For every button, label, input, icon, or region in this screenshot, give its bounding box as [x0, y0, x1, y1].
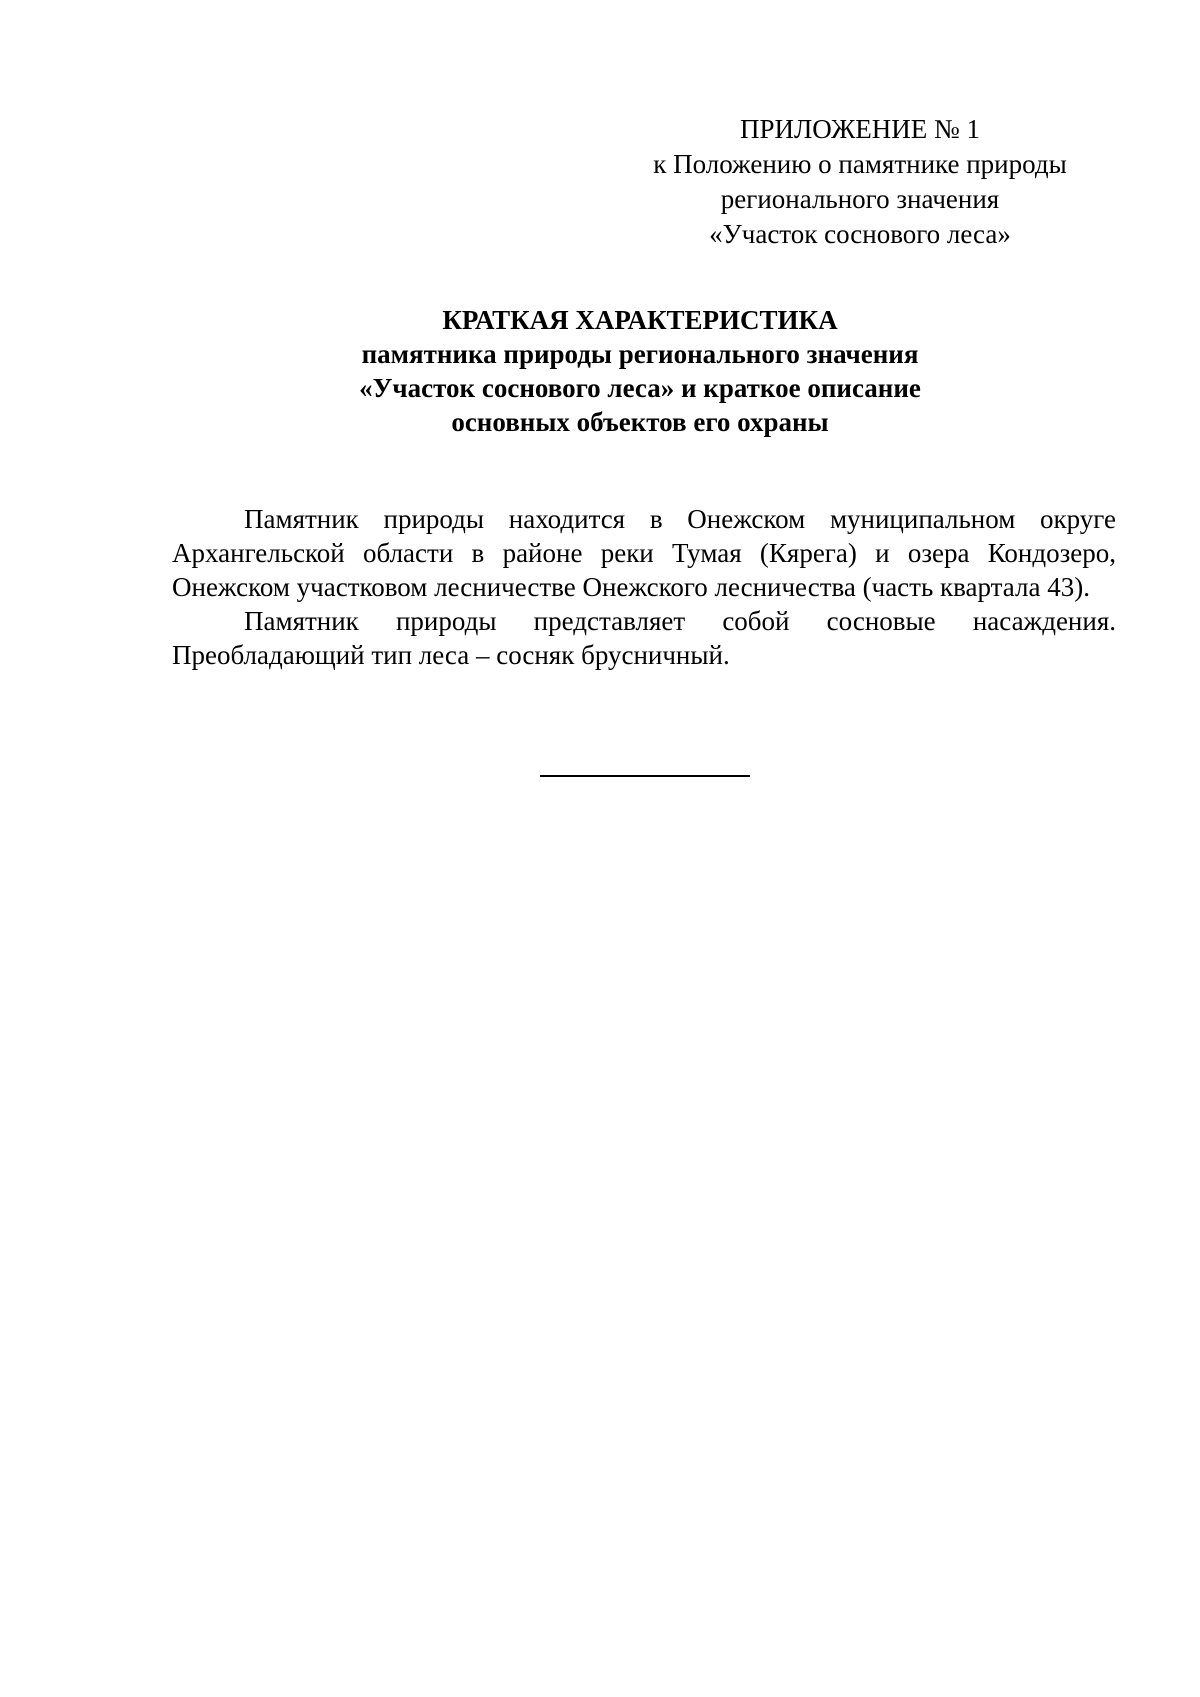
end-divider-line — [540, 775, 750, 777]
paragraph-location: Памятник природы находится в Онежском муниципальном округе Архангельской области в районе реки Тумая (Кярега) и озера Кондозеро, Онежском участковом лесничестве Онежского лесничества (часть квартала 43). — [172, 504, 1116, 602]
appendix-reference-line-3: «Участок соснового леса» — [709, 219, 1011, 249]
title-line-2: памятника природы регионального значения — [361, 339, 919, 369]
title-line-3: «Участок соснового леса» и краткое описание — [359, 373, 921, 403]
appendix-reference-line-2: регионального значения — [720, 184, 1000, 214]
title-line-4: основных объектов его охраны — [451, 407, 829, 437]
document-title — [170, 303, 1110, 439]
paragraph-description: Памятник природы представляет собой сосновые насаждения. Преобладающий тип леса – сосняк брусничный. — [172, 606, 1116, 670]
appendix-reference-line-1: к Положению о памятнике природы — [653, 149, 1067, 179]
appendix-number: ПРИЛОЖЕНИЕ № 1 — [739, 114, 981, 144]
body-text — [172, 502, 1116, 672]
appendix-header — [620, 112, 1100, 252]
title-line-1: КРАТКАЯ ХАРАКТЕРИСТИКА — [442, 305, 838, 335]
